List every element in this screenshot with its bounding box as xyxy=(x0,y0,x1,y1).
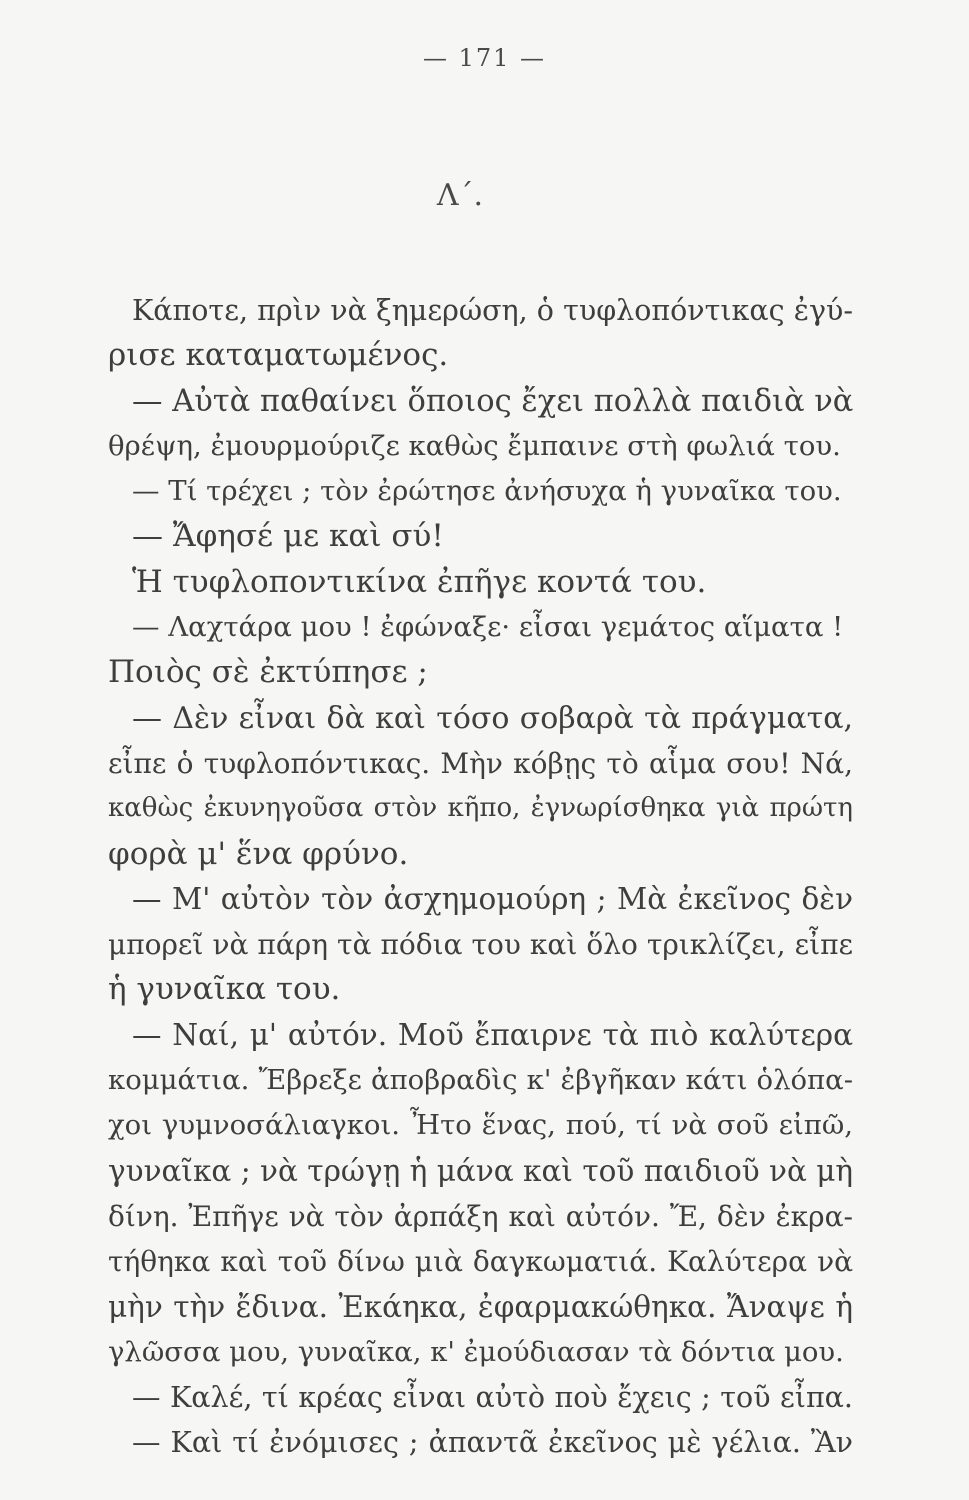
text-line: — Λαχτάρα μου ! ἐφώναξε· εἶσαι γεμάτος αἵματα ! xyxy=(132,611,844,644)
text-line: ἡ γυναῖκα του. xyxy=(108,971,341,1008)
text-line: — Τί τρέχει ; τὸν ἐρώτησε ἀνήσυχα ἡ γυναῖκα του. xyxy=(132,475,842,508)
text-line: καθὼς ἐκυνηγοῦσα στὸν κῆπο, ἐγνωρίσθηκα γιὰ πρώτη xyxy=(108,793,853,824)
text-line: — Ναί, μ' αὐτόν. Μοῦ ἔπαιρνε τὰ πιὸ καλύτερα xyxy=(132,1017,853,1052)
text-line: — Δὲν εἶναι δὰ καὶ τόσο σοβαρὰ τὰ πράγματα, xyxy=(132,700,853,736)
text-line: κομμάτια. Ἔβρεξε ἀποβραδὶς κ' ἐβγῆκαν κάτι ὁλόπα- xyxy=(108,1064,853,1097)
text-line: γλῶσσα μου, γυναῖκα, κ' ἐμούδιασαν τὰ δόντια μου. xyxy=(108,1335,844,1368)
text-line: — Μ' αὐτὸν τὸν ἀσχημομούρη ; Μὰ ἐκεῖνος δὲν xyxy=(132,881,853,916)
body-text xyxy=(108,288,853,1466)
text-line: Ποιὸς σὲ ἐκτύπησε ; xyxy=(108,654,428,691)
text-line: Ἡ τυφλοποντικίνα ἐπῆγε κοντά του. xyxy=(132,563,707,600)
text-line: — Ἄφησέ με καὶ σύ! xyxy=(132,518,444,555)
text-line: — Καλέ, τί κρέας εἶναι αὐτὸ ποὺ ἔχεις ; τοῦ εἶπα. xyxy=(132,1381,853,1415)
text-line: χοι γυμνοσάλιαγκοι. Ἦτο ἕνας, πού, τί νὰ σοῦ εἰπῶ, xyxy=(108,1109,853,1142)
text-line: μπορεῖ νὰ πάρη τὰ πόδια του καὶ ὅλο τρικλίζει, εἶπε xyxy=(108,928,853,962)
text-line: φορὰ μ' ἕνα φρύνο. xyxy=(108,835,409,872)
chapter-heading: Λ΄. xyxy=(436,178,484,213)
text-line: ρισε καταματωμένος. xyxy=(108,337,449,374)
text-line: γυναῖκα ; νὰ τρώγῃ ἡ μάνα καὶ τοῦ παιδιοῦ νὰ μὴ xyxy=(108,1153,853,1188)
text-line: τήθηκα καὶ τοῦ δίνω μιὰ δαγκωματιά. Καλύτερα νὰ xyxy=(108,1245,853,1279)
text-line: εἶπε ὁ τυφλοπόντικας. Μὴν κόβῃς τὸ αἷμα σου! Νά, xyxy=(108,746,853,780)
text-line: μὴν τὴν ἔδινα. Ἐκάηκα, ἐφαρμακώθηκα. Ἄναψε ἡ xyxy=(108,1289,853,1324)
page-number: — 171 — xyxy=(422,44,547,72)
text-line: θρέψη, ἐμουρμούριζε καθὼς ἔμπαινε στὴ φωλιά του. xyxy=(108,429,841,462)
text-line: — Αὐτὰ παθαίνει ὅποιος ἔχει πολλὰ παιδιὰ νὰ xyxy=(132,383,853,419)
text-line: δίνη. Ἐπῆγε νὰ τὸν ἀρπάξη καὶ αὐτόν. Ἔ, δὲν ἐκρα- xyxy=(108,1199,853,1233)
text-line: — Καὶ τί ἐνόμισες ; ἀπαντᾶ ἐκεῖνος μὲ γέλια. Ἂν xyxy=(132,1426,853,1460)
text-line: Κάποτε, πρὶν νὰ ξημερώση, ὁ τυφλοπόντικας ἐγύ- xyxy=(132,294,853,327)
